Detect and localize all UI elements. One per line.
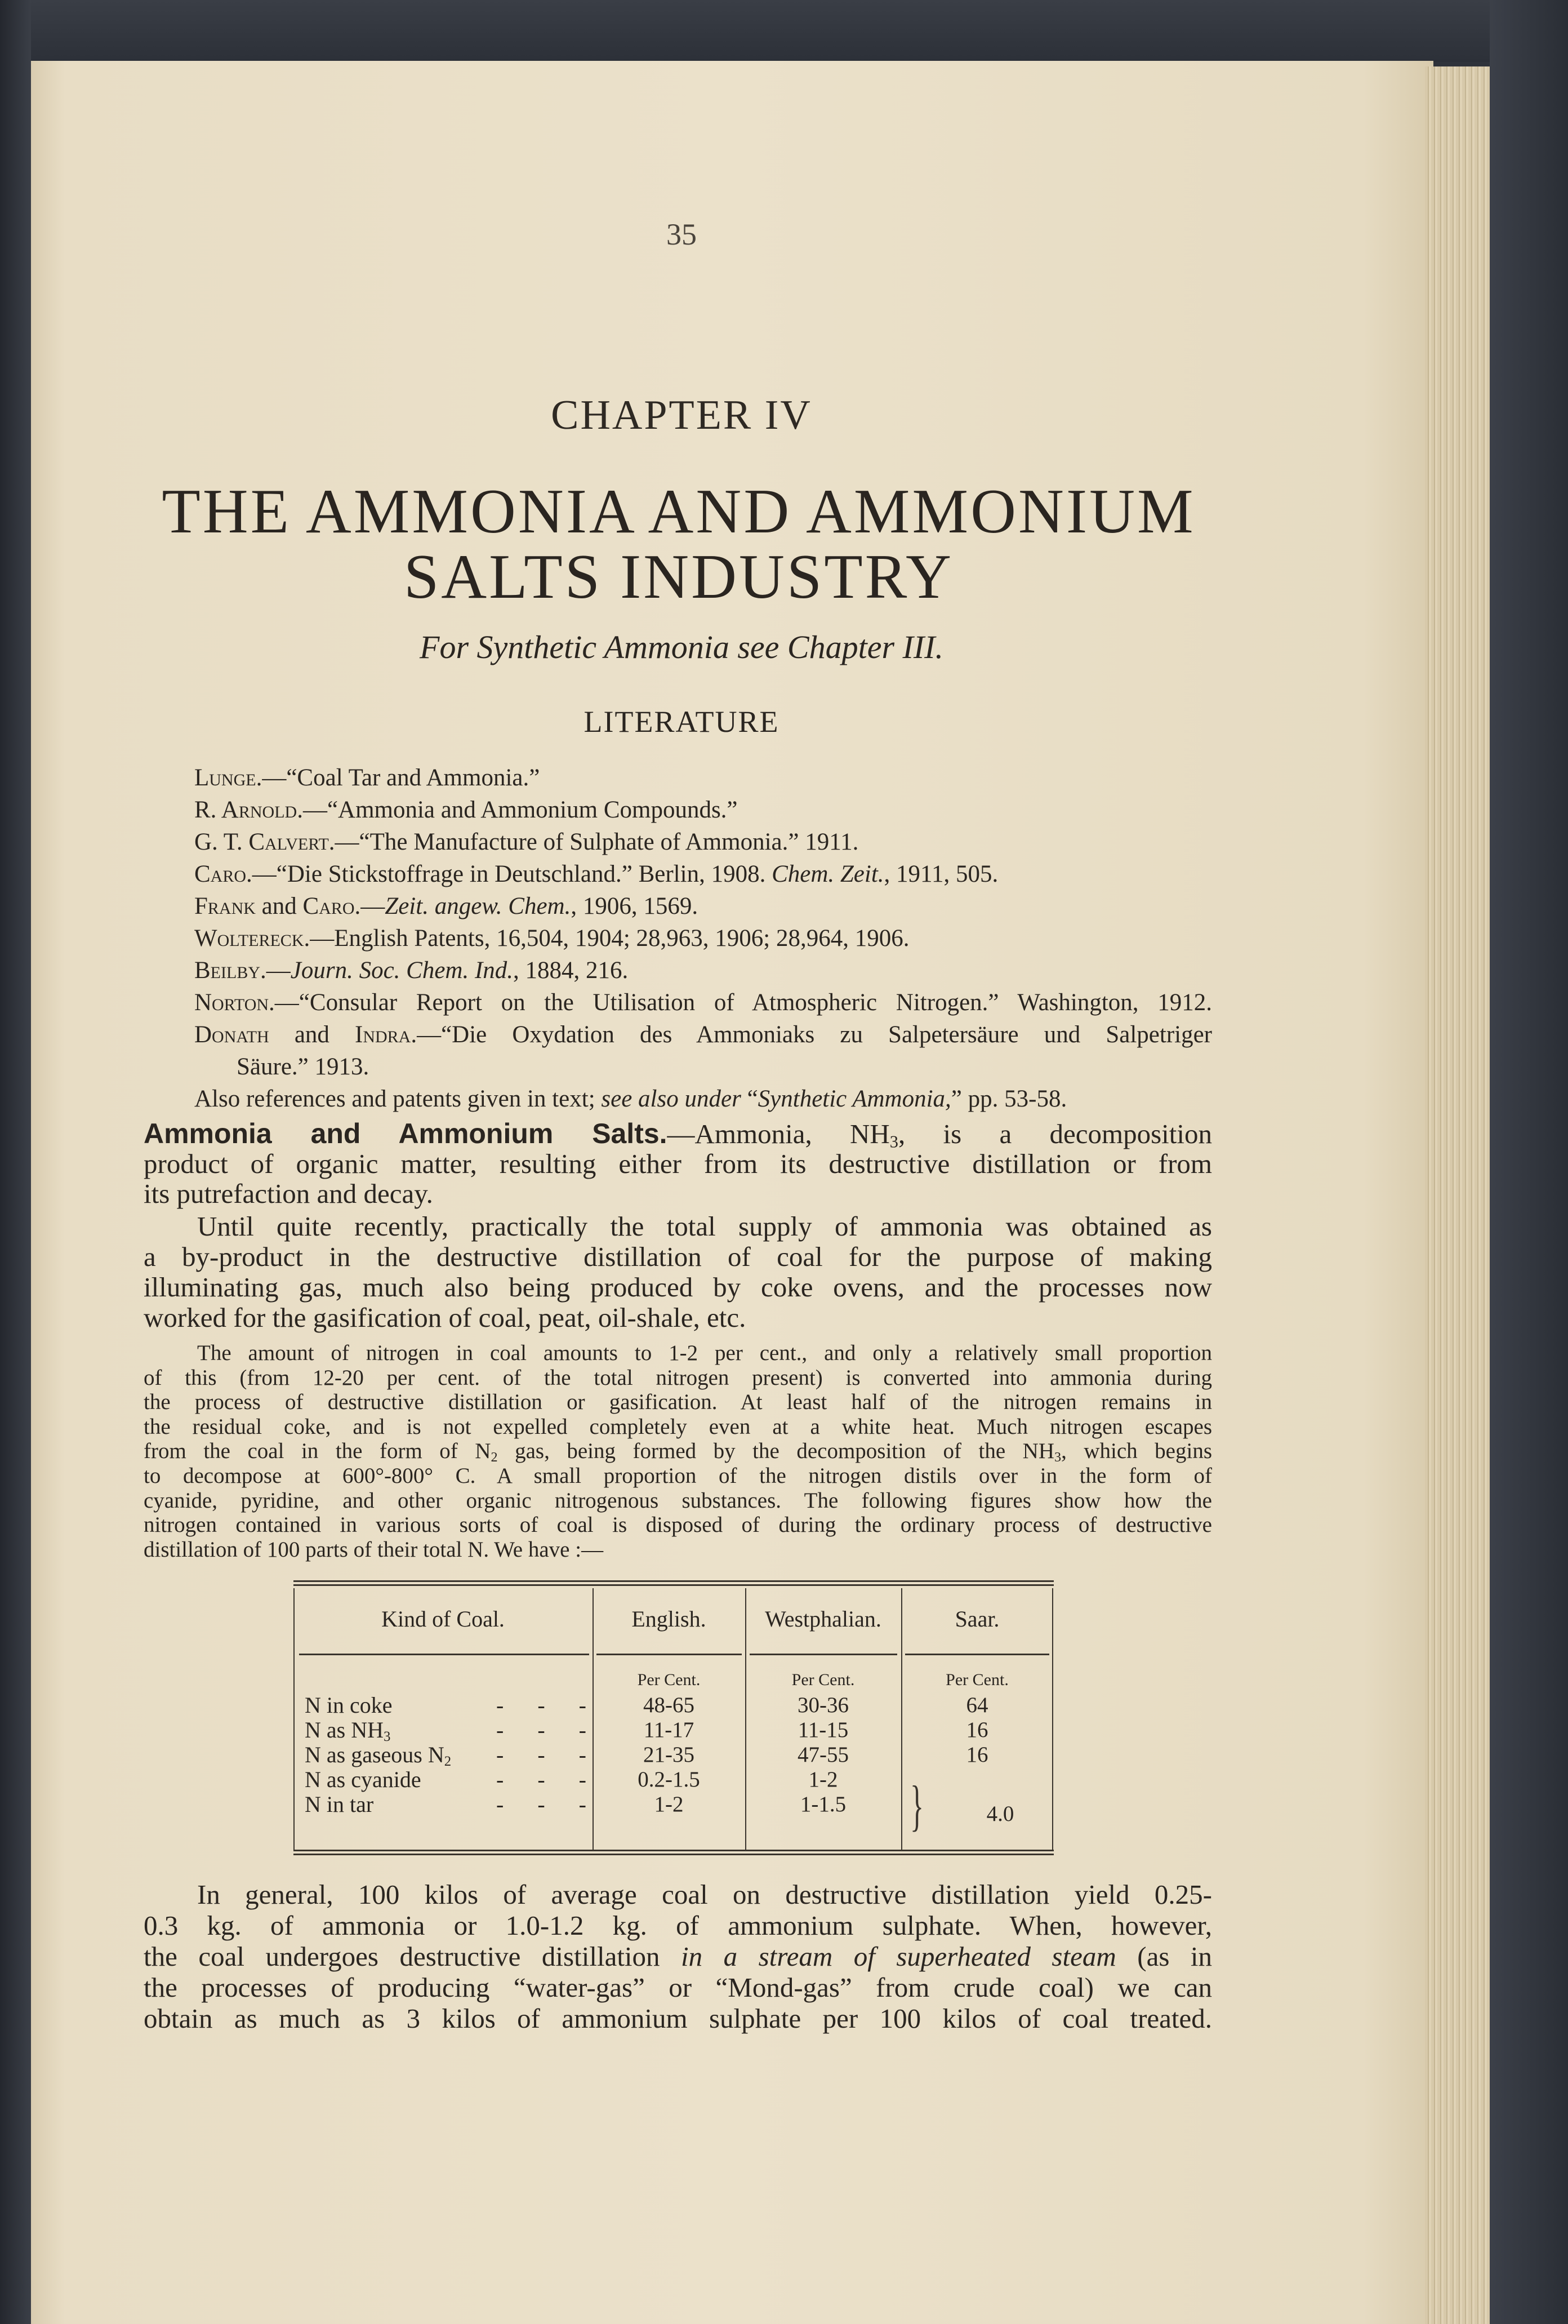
saar-value: 16 <box>966 1718 988 1742</box>
row-label: N as $NH_3$ <box>305 1717 391 1745</box>
literature-entry: Caro.—“Die Stickstoffrage in Deutschland.” Berlin, 1908. Chem. Zeit., 1911, 505. <box>194 861 999 887</box>
subscript: 3 <box>889 1132 898 1152</box>
text-line: the coal undergoes destructive distillation in a stream of superheated steam (as in <box>144 1941 1213 1972</box>
chapter-heading: CHAPTER IV <box>551 392 812 438</box>
header-kind-of-coal: Kind of Coal. <box>381 1606 505 1632</box>
saar-value: 16 <box>966 1743 988 1767</box>
saar-combined-value: 4.0 <box>986 1802 1014 1826</box>
westphalian-value: 11-15 <box>798 1718 849 1742</box>
text-line: the residual coke, and is not expelled completely even at a white heat. Much nitrogen escapes <box>144 1414 1212 1439</box>
literature-entry: Woltereck.—English Patents, 16,504, 1904; 28,963, 1906; 28,964, 1906. <box>194 925 910 952</box>
header-westphalian: Westphalian. <box>765 1606 881 1632</box>
row-label: N as gaseous $N_2$ <box>305 1742 452 1770</box>
unit-label: Per Cent. <box>946 1670 1009 1689</box>
leader-dots: - - - <box>496 1717 586 1743</box>
text-line: from the coal in the form of $N_2$ gas, being formed by the decomposition of the $NH_3$, which begins <box>144 1439 1212 1465</box>
english-value: 21-35 <box>643 1743 694 1767</box>
chapter-subtitle: For Synthetic Ammonia see Chapter III. <box>420 629 943 665</box>
author-name: Woltereck. <box>194 925 310 952</box>
book-cover <box>0 0 1568 62</box>
author-name: Caro. <box>194 861 252 887</box>
text-line: of this (from 12-20 per cent. of the total nitrogen present) is converted into ammonia during <box>144 1365 1212 1390</box>
saar-value: 64 <box>966 1693 988 1717</box>
book-cover-right <box>1490 0 1568 2324</box>
header-rule <box>905 1654 1049 1655</box>
leader-dots: - - - <box>496 1692 586 1718</box>
page-number: 35 <box>666 217 697 251</box>
author-name: Donath <box>194 1021 269 1048</box>
italic-text: see also under <box>601 1086 741 1112</box>
text-line: the process of destructive distillation or gasification. At least half of the nitrogen remains in <box>144 1390 1212 1415</box>
page-edges <box>1425 66 1490 2324</box>
text-line: distillation of 100 parts of their total N. We have :— <box>144 1537 604 1562</box>
literature-entry: R. Arnold.—“Ammonia and Ammonium Compounds.” <box>194 797 738 823</box>
literature-entry: G. T. Calvert.—“The Manufacture of Sulphate of Ammonia.” 1911. <box>194 829 859 855</box>
unit-label: Per Cent. <box>637 1670 701 1689</box>
row-label: N in coke <box>305 1692 393 1718</box>
header-rule <box>596 1654 742 1655</box>
subscript: 3 <box>1054 1450 1062 1465</box>
book-cover-left <box>0 0 31 2324</box>
brace-symbol: } <box>910 1774 924 1837</box>
italic-text: Zeit. angew. Chem. <box>385 893 571 919</box>
italic-text: Chem. Zeit. <box>772 861 884 887</box>
italic-text: Synthetic Ammonia, <box>758 1086 951 1112</box>
westphalian-value: 1-1.5 <box>800 1792 847 1816</box>
author-name: Beilby. <box>194 957 266 984</box>
chapter-title-line-2: SALTS INDUSTRY <box>403 542 954 612</box>
text-line: illuminating gas, much also being produced by coke ovens, and the processes now <box>144 1272 1212 1303</box>
english-value: 1-2 <box>654 1792 684 1816</box>
literature-list <box>194 762 1212 1115</box>
westphalian-value: 1-2 <box>808 1767 838 1792</box>
paragraph-yield <box>144 1879 1212 2034</box>
text-line: cyanide, pyridine, and other organic nitrogenous substances. The following figures show how the <box>144 1488 1212 1513</box>
leader-dots: - - - <box>496 1767 586 1792</box>
text-line: product of organic matter, resulting either from its destructive distillation or from <box>144 1148 1212 1179</box>
literature-entry: Donath and Indra.—“Die Oxydation des Ammoniaks zu Salpetersäure und Salpetriger <box>194 1021 1212 1048</box>
literature-entry: Frank and Caro.—Zeit. angew. Chem., 1906, 1569. <box>194 893 698 919</box>
text-line: the processes of producing “water-gas” or “Mond-gas” from crude coal) we can <box>144 1972 1212 2003</box>
author-name: Frank <box>194 893 256 919</box>
text-line: its putrefaction and decay. <box>144 1178 433 1209</box>
english-value: 48-65 <box>643 1693 694 1717</box>
author-name: Norton. <box>194 989 275 1016</box>
table-bottom-rule <box>293 1850 1054 1855</box>
author-name: Caro. <box>302 893 361 919</box>
header-saar: Saar. <box>955 1606 1000 1632</box>
author-name: Indra. <box>355 1021 417 1048</box>
section-heading: Ammonia and Ammonium Salts. <box>144 1118 667 1149</box>
paragraph-nitrogen-note <box>144 1341 1212 1562</box>
author-name: Lunge. <box>194 765 262 791</box>
literature-entry: Norton.—“Consular Report on the Utilisation of Atmospheric Nitrogen.” Washington, 1912. <box>194 989 1212 1016</box>
text-line: In general, 100 kilos of average coal on destructive distillation yield 0.25- <box>197 1879 1212 1910</box>
westphalian-value: 30-36 <box>798 1693 849 1717</box>
leader-dots: - - - <box>496 1792 586 1817</box>
table-top-rule <box>293 1580 1054 1586</box>
subscript: 2 <box>491 1450 498 1465</box>
paragraph-supply <box>144 1211 1212 1333</box>
italic-text: Journ. Soc. Chem. Ind. <box>290 957 514 984</box>
english-value: 11-17 <box>643 1718 694 1742</box>
header-english: English. <box>631 1606 706 1632</box>
unit-label: Per Cent. <box>791 1670 855 1689</box>
text-line: Ammonia and Ammonium Salts.—Ammonia, $NH_3$, is a decomposition <box>144 1118 1213 1152</box>
text-line: to decompose at 600°-800° C. A small proportion of the nitrogen distils over in the form of <box>144 1463 1212 1488</box>
westphalian-value: 47-55 <box>798 1743 849 1767</box>
row-label: N as cyanide <box>305 1767 421 1792</box>
text-line: worked for the gasification of coal, peat, oil-shale, etc. <box>144 1302 746 1333</box>
header-rule <box>299 1654 589 1655</box>
text-line: Until quite recently, practically the total supply of ammonia was obtained as <box>197 1211 1212 1242</box>
leader-dots: - - - <box>496 1742 586 1767</box>
english-value: 0.2-1.5 <box>638 1767 700 1792</box>
author-name: R. Arnold. <box>194 797 303 823</box>
chapter-title-line-1: THE AMMONIA AND AMMONIUM <box>162 477 1196 546</box>
text-line: 0.3 kg. of ammonia or 1.0-1.2 kg. of ammonium sulphate. When, however, <box>144 1910 1212 1941</box>
literature-entry: Säure.” 1913. <box>237 1054 369 1080</box>
literature-entry: Also references and patents given in text; see also under “Synthetic Ammonia,” pp. 53-58. <box>194 1086 1067 1112</box>
text-line: obtain as much as 3 kilos of ammonium sulphate per 100 kilos of coal treated. <box>144 2003 1212 2034</box>
subscript: 2 <box>444 1754 452 1770</box>
text-line: The amount of nitrogen in coal amounts to 1-2 per cent., and only a relatively small proportion <box>197 1341 1212 1365</box>
literature-heading: LITERATURE <box>583 705 779 739</box>
literature-entry: Lunge.—“Coal Tar and Ammonia.” <box>194 765 540 791</box>
italic-text: in a stream of superheated steam <box>681 1941 1116 1972</box>
header-rule <box>750 1654 897 1655</box>
coal-nitrogen-table <box>293 1580 1054 1858</box>
literature-entry: Beilby.—Journ. Soc. Chem. Ind., 1884, 216. <box>194 957 629 984</box>
row-label: N in tar <box>305 1792 374 1817</box>
text-line: nitrogen contained in various sorts of coal is disposed of during the ordinary process of destructive <box>144 1513 1212 1538</box>
text-line: a by-product in the destructive distillation of coal for the purpose of making <box>144 1241 1212 1272</box>
paragraph-intro <box>144 1119 1212 1208</box>
subscript: 3 <box>383 1729 391 1745</box>
author-name: G. T. Calvert. <box>194 829 335 855</box>
